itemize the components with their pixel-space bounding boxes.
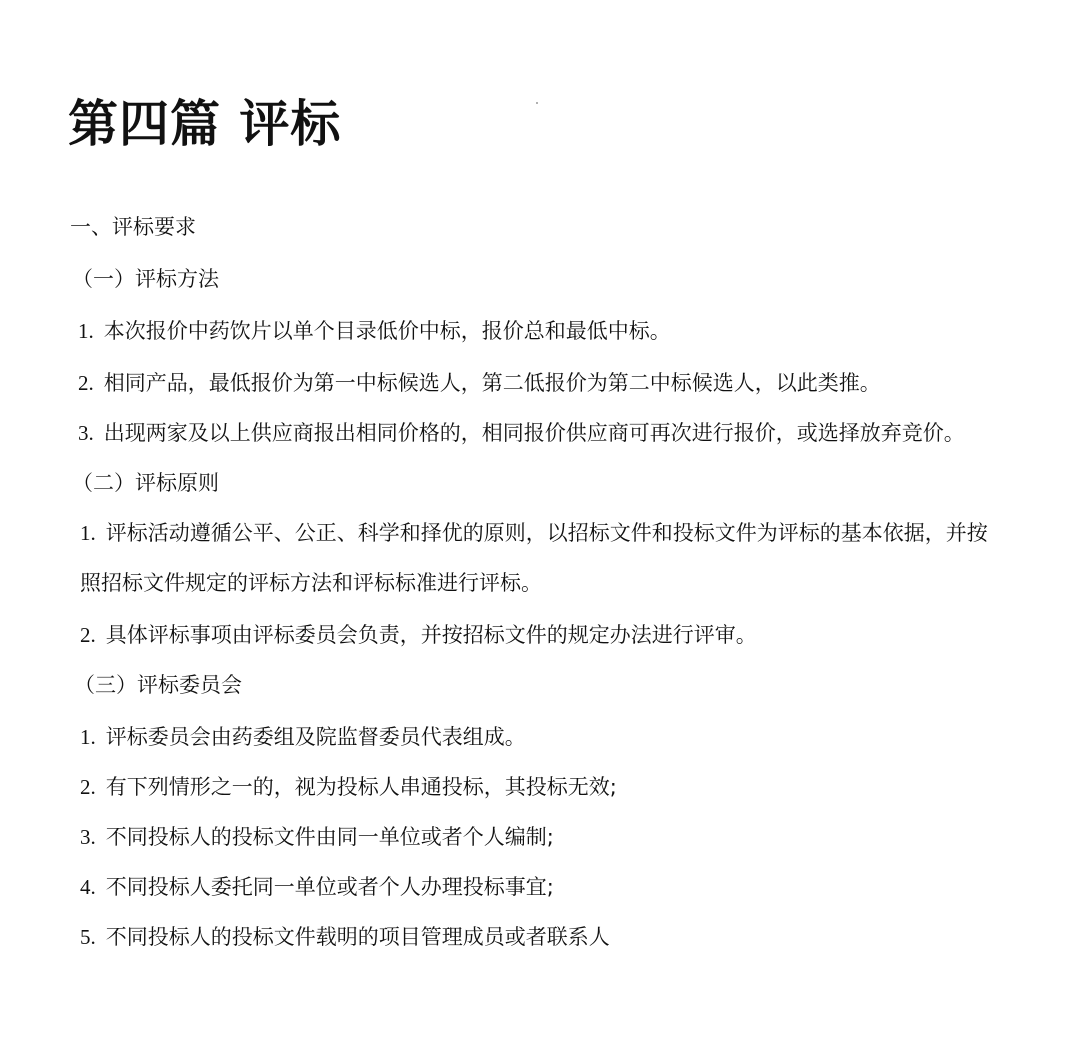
item-text: 相同产品，最低报价为第一中标候选人，第二低报价为第二中标候选人，以此类推。 [103,371,881,395]
list-item [78,368,881,398]
item-text: 具体评标事项由评标委员会负责，并按招标文件的规定办法进行评审。 [105,623,757,647]
item-text: 评标委员会由药委组及院监督委员代表组成。 [105,725,526,749]
list-item [78,316,671,346]
item-number: 3. [78,421,94,445]
scan-speck [536,102,538,104]
item-number: 4. [80,875,96,899]
list-item [78,418,965,448]
item-number: 2. [80,775,96,799]
list-item [80,620,757,650]
item-text: 不同投标人的投标文件由同一单位或者个人编制; [105,825,554,849]
item-number: 1. [80,521,96,545]
subsection-heading-principle: （二）评标原则 [72,471,219,495]
list-item [80,872,554,902]
item-number: 3. [80,825,96,849]
list-item [80,822,554,852]
item-number: 5. [80,925,96,949]
item-text: 不同投标人的投标文件载明的项目管理成员或者联系人 [105,925,610,949]
page-title: 第四篇 评标 [68,95,342,153]
list-item-continuation: 照招标文件规定的评标方法和评标标准进行评标。 [80,571,542,595]
list-item [80,922,610,952]
list-item [80,518,988,548]
item-text: 本次报价中药饮片以单个目录低价中标，报价总和最低中标。 [103,319,671,343]
subsection-heading-committee: （三）评标委员会 [74,673,242,697]
subsection-heading-method: （一）评标方法 [72,267,219,291]
item-text: 评标活动遵循公平、公正、科学和择优的原则，以招标文件和投标文件为评标的基本依据，并按 [105,521,988,545]
item-number: 2. [78,371,94,395]
item-text: 不同投标人委托同一单位或者个人办理投标事宜; [105,875,554,899]
list-item [80,722,526,752]
item-number: 2. [80,623,96,647]
item-number: 1. [78,319,94,343]
item-text: 出现两家及以上供应商报出相同价格的，相同报价供应商可再次进行报价，或选择放弃竞价。 [103,421,965,445]
item-number: 1. [80,725,96,749]
list-item [80,772,617,802]
section-heading: 一、评标要求 [70,215,196,239]
item-text: 有下列情形之一的，视为投标人串通投标，其投标无效; [105,775,617,799]
